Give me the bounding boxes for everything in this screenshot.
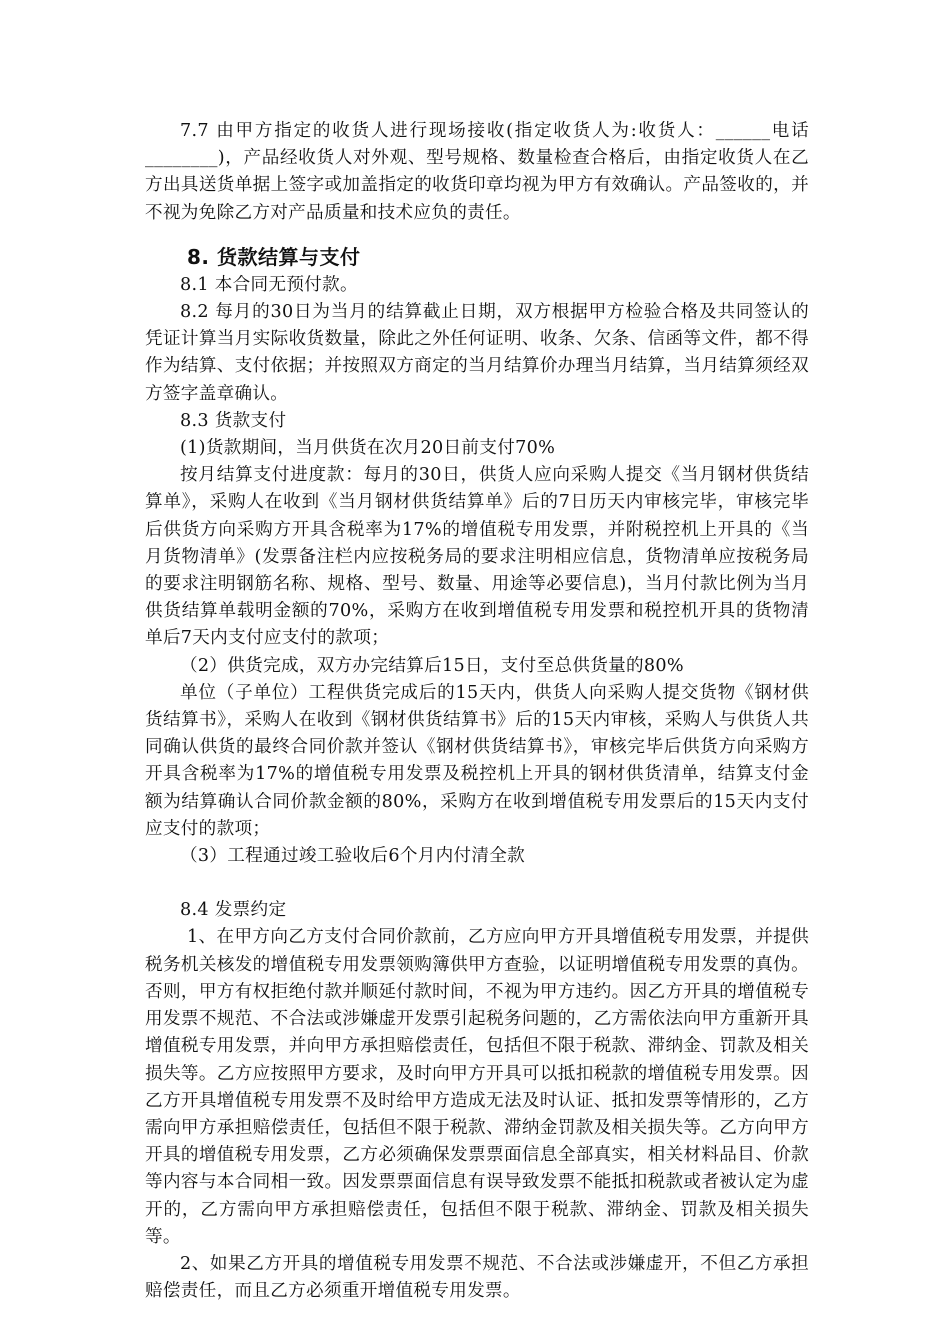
clause-8-3: 8.3 货款支付 xyxy=(180,410,287,431)
document-page xyxy=(145,118,809,1305)
clause-8-3-1: (1)货款期间，当月供货在次月20日前支付70% xyxy=(180,438,556,459)
clause-8-4-1: 1、在甲方向乙方支付合同价款前，乙方应向甲方开具增值税专用发票，并提供税务机关核发的增值税专用发票领购簿供甲方查验，以证明增值税专用发票的真伪。否则，甲方有权拒绝付款并顺延付款时间，不视为甲方违约。因乙方开具的增值税专用发票不规范、不合法或涉嫌虚开发票引起税务问题的，乙方需依法向甲方重新开具增值税专用发票，并向甲方承担赔偿责任，包括但不限于税款、滞纳金、罚款及相关损失等。乙方应按照甲方要求，及时向甲方开具可以抵扣税款的增值税专用发票。因乙方开具增值税专用发票不及时给甲方造成无法及时认证、抵扣发票等情形的，乙方需向甲方承担赔偿责任，包括但不限于税款、滞纳金罚款及相关损失等。乙方向甲方开具的增值税专用发票，乙方必须确保发票票面信息全部真实，相关材料品目、价款等内容与本合同相一致。因发票票面信息有误导致发票不能抵扣税款或者被认定为虚开的，乙方需向甲方承担赔偿责任，包括但不限于税款、滞纳金、罚款及相关损失等。 xyxy=(145,927,809,1247)
clause-8-3-1-body: 按月结算支付进度款：每月的30日，供货人应向采购人提交《当月钢材供货结算单》，采购人在收到《当月钢材供货结算单》后的7日历天内审核完毕，审核完毕后供货方向采购方开具含税率为17%的增值税专用发票，并附税控机上开具的《当月货物清单》(发票备注栏内应按税务局的要求注明相应信息，货物清单应按税务局的要求注明钢筋名称、规格、型号、数量、用途等必要信息)，当月付款比例为当月供货结算单载明金额的70%，采购方在收到增值税专用发票和税控机开具的货物清单后7天内支付应支付的款项； xyxy=(145,465,809,649)
clause-8-4-2: 2、如果乙方开具的增值税专用发票不规范、不合法或涉嫌虚开，不但乙方承担赔偿责任，而且乙方必须重开增值税专用发票。 xyxy=(145,1253,809,1302)
clause-7-7: 7.7 由甲方指定的收货人进行现场接收(指定收货人为:收货人：______电话________)，产品经收货人对外观、型号规格、数量检查合格后，由指定收货人在乙方出具送货单据上签字或加盖指定的收货印章均视为甲方有效确认。产品签收的，并不视为免除乙方对产品质量和技术应负的责任。 xyxy=(145,121,809,223)
section-8-heading: 8. 货款结算与支付 xyxy=(187,244,361,269)
clause-8-3-2-body: 单位（子单位）工程供货完成后的15天内，供货人向采购人提交货物《钢材供货结算书》，采购人在收到《钢材供货结算书》后的15天内审核，采购人与供货人共同确认供货的最终合同价款并签认《钢材供货结算书》，审核完毕后供货方向采购方开具含税率为17%的增值税专用发票及税控机上开具的钢材供货清单，结算支付金额为结算确认合同价款金额的80%，采购方在收到增值税专用发票后的15天内支付应支付的款项； xyxy=(145,682,809,839)
clause-8-2: 8.2 每月的30日为当月的结算截止日期，双方根据甲方检验合格及共同签认的凭证计算当月实际收货数量，除此之外任何证明、收条、欠条、信函等文件，都不得作为结算、支付依据；并按照双方商定的当月结算价办理当月结算，当月结算须经双方签字盖章确认。 xyxy=(145,302,809,404)
clause-8-4: 8.4 发票约定 xyxy=(180,900,287,921)
clause-8-3-3: （3）工程通过竣工验收后6个月内付清全款 xyxy=(180,846,526,867)
paragraph-spacer xyxy=(145,870,809,897)
clause-8-1: 8.1 本合同无预付款。 xyxy=(180,274,358,295)
clause-8-3-2: （2）供货完成，双方办完结算后15日，支付至总供货量的80% xyxy=(180,655,684,676)
